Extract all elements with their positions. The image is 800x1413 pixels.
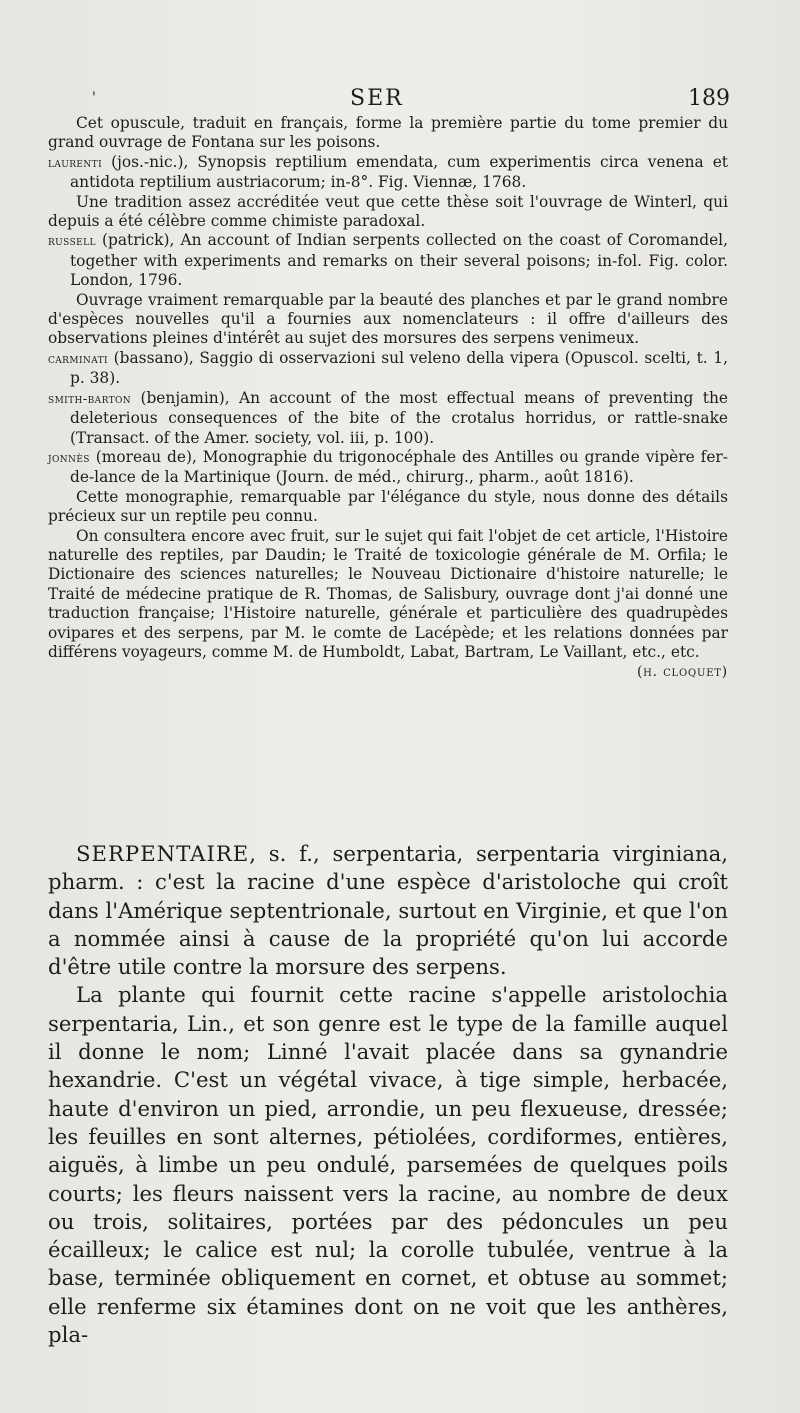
paragraph: Une tradition assez accréditée veut que cette thèse soit l'ouvrage de Winterl, qui depuis a été célèbre comme chimiste paradoxal. bbox=[48, 192, 728, 231]
entry-paragraph bbox=[48, 840, 728, 981]
headword: SERPENTAIRE bbox=[76, 841, 250, 866]
entry-text: (benjamin), An account of the most effectual means of preventing the deleterious consequences of the bite of the crotalus horridus, or rattle-snake (Transact. of the Amer. society, vol. iii, p. 100). bbox=[70, 388, 728, 447]
bibliography-entry bbox=[48, 448, 728, 488]
author-name: jonnès bbox=[48, 450, 90, 466]
paragraph: Cette monographie, remarquable par l'élégance du style, nous donne des détails précieux sur un reptile peu connu. bbox=[48, 487, 728, 526]
paragraph: On consultera encore avec fruit, sur le sujet qui fait l'objet de cet article, l'Histoire naturelle des reptiles, par Daudin; le Traité de toxicologie générale de M. Orfila; le Dictionaire des sciences naturelles; le Nouveau Dictionaire d'histoire naturelle; le Traité de médecine pratique de R. Thomas, de Salisbury, ouvrage dont j'ai donné une traduction française; l'Histoire naturelle, générale et particulière des quadrupèdes ovipares et des serpens, par M. le comte de Lacépède; et les relations données par différens voyageurs, comme M. de Humboldt, Labat, Bartram, Le Vaillant, etc., etc. bbox=[48, 526, 728, 661]
bibliography-entry bbox=[48, 153, 728, 193]
entry-definition: , s. f., serpentaria, serpentaria virginiana, pharm. : c'est la racine d'une espèce d'aristoloche qui croît dans l'Amérique septentrionale, surtout en Virginie, et que l'on a nommée ainsi à cause de la propriété qu'on lui accorde d'être utile contre la morsure des serpens. bbox=[48, 841, 728, 980]
running-title: SER bbox=[350, 86, 404, 111]
bibliography-entry bbox=[48, 231, 728, 290]
author-name: russell bbox=[48, 234, 96, 250]
entry-text: (bassano), Saggio di osservazioni sul veleno della vipera (Opuscol. scelti, t. 1, p. 38). bbox=[70, 348, 728, 388]
running-head bbox=[60, 86, 730, 116]
paragraph: La plante qui fournit cette racine s'appelle aristolochia serpentaria, Lin., et son genre est le type de la famille auquel il donne le nom; Linné l'avait placée dans sa gynandrie hexandrie. C'est un végétal vivace, à tige simple, herbacée, haute d'environ un pied, arrondie, un peu flexueuse, dressée; les feuilles en sont alternes, pétiolées, cordiformes, entières, aiguës, à limbe un peu ondulé, parsemées de quelques poils courts; les fleurs naissent vers la racine, au nombre de deux ou trois, solitaires, portées par des pédoncules un peu écailleux; le calice est nul; la corolle tubulée, ventrue à la base, terminée obliquement en cornet, et obtuse au sommet; elle renferme six étamines dont on ne voit que les anthères, pla- bbox=[48, 982, 728, 1348]
margin-mark: ' bbox=[92, 90, 96, 106]
bibliography-section bbox=[48, 114, 728, 683]
paragraph: Cet opuscule, traduit en français, forme la première partie du tome premier du grand ouvrage de Fontana sur les poisons. bbox=[48, 114, 728, 152]
author-signature: (h. cloquet) bbox=[636, 664, 728, 681]
paragraph: Ouvrage vraiment remarquable par la beauté des planches et par le grand nombre d'espèces nouvelles qu'il a fournies aux nomenclateurs : il offre d'ailleurs des observations pleines d'intérêt au sujet des morsures des serpens venimeux. bbox=[48, 290, 728, 348]
entry-text: (patrick), An account of Indian serpents collected on the coast of Coromandel, together with experiments and remarks on their several poisons; in-fol. Fig. color. London, 1796. bbox=[70, 231, 728, 290]
bibliography-entry bbox=[48, 389, 728, 448]
entry-text: (moreau de), Monographie du trigonocéphale des Antilles ou grande vipère fer-de-lance de la Martinique (Journ. de méd., chirurg., pharm., août 1816). bbox=[70, 447, 728, 487]
author-name: carminati bbox=[48, 351, 108, 367]
bibliography-entry bbox=[48, 349, 728, 389]
author-name: smith-barton bbox=[48, 391, 132, 407]
page-number: 189 bbox=[688, 86, 730, 111]
entry-text: (jos.-nic.), Synopsis reptilium emendata, cum experimentis circa venena et antidota reptilium austriacorum; in-8°. Fig. Viennæ, 1768. bbox=[70, 152, 728, 192]
dictionary-entry bbox=[48, 840, 728, 1349]
author-name: laurenti bbox=[48, 155, 103, 171]
